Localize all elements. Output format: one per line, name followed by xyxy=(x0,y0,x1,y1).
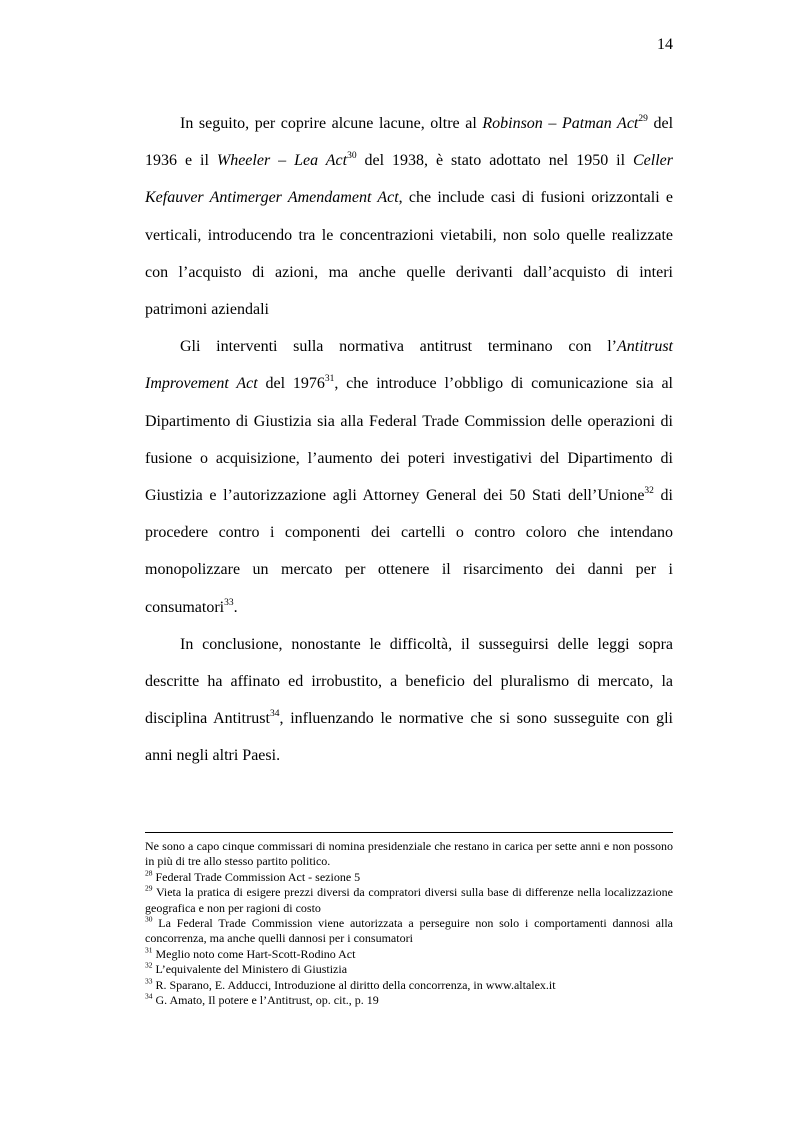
body-paragraph xyxy=(145,105,673,328)
text-run: . xyxy=(233,598,238,616)
footnote-number: 29 xyxy=(145,883,153,893)
text-run: del 1976 xyxy=(257,375,325,393)
footnote-text: G. Amato, Il potere e l’Antitrust, op. cit., p. 19 xyxy=(152,993,379,1008)
text-run: , che introduce l’obbligo di comunicazione sia al Dipartimento di Giustizia sia alla Federal Trade Commission delle operazioni di fusione o acquisizione, l’aumento dei poteri investigativi del Dipartimento di Giustizia e l’autorizzazione agli Attorney General dei 50 Stati dell’Unione xyxy=(145,375,673,505)
footnote xyxy=(145,885,673,916)
footnote-text: R. Sparano, E. Adducci, Introduzione al diritto della concorrenza, in www.altalex.it xyxy=(152,977,556,992)
footnote-separator xyxy=(145,832,673,833)
text-run: del 1936 e il xyxy=(145,115,674,170)
footnote xyxy=(145,916,673,947)
footnote-text: Meglio noto come Hart-Scott-Rodino Act xyxy=(152,946,356,961)
footnote-text: Federal Trade Commission Act - sezione 5 xyxy=(152,869,361,884)
footnote xyxy=(145,978,673,993)
footnote-number: 34 xyxy=(145,991,153,1001)
footnote-ref: 31 xyxy=(324,374,335,385)
text-run: In seguito, per coprire alcune lacune, oltre al xyxy=(180,115,483,132)
footnote-ref: 29 xyxy=(638,113,648,124)
footnote-text: Ne sono a capo cinque commissari di nomina presidenziale che restano in carica per sette anni e non possono in più di tre allo stesso partito politico. xyxy=(145,839,673,869)
footnote xyxy=(145,870,673,885)
footnote-number: 33 xyxy=(145,976,153,986)
footnote-number: 32 xyxy=(145,960,153,970)
footnote xyxy=(145,839,673,870)
body-paragraph xyxy=(145,626,673,775)
footnote-text: Vieta la pratica di esigere prezzi diversi da compratori diversi sulla base di differenze nella localizzazione geografica e non per ragioni di costo xyxy=(145,885,673,915)
footnote-ref: 33 xyxy=(224,597,234,608)
text-run: , che include casi di fusioni orizzontali e verticali, introducendo tra le concentrazioni vietabili, non solo quelle realizzate con l’acquisto di azioni, ma anche quelle derivanti dall’acquisto di interi patrimoni aziendali xyxy=(145,189,673,319)
text-run: , influenzando le normative che si sono susseguite con gli anni negli altri Paesi. xyxy=(145,710,673,765)
text-run: di procedere contro i componenti dei cartelli o contro coloro che intendano monopolizzare un mercato per ottenere il risarcimento dei danni per i consumatori xyxy=(145,487,673,616)
footnote-ref: 34 xyxy=(269,709,280,720)
italic-text: Wheeler – Lea Act xyxy=(216,152,348,170)
body-paragraph xyxy=(145,328,673,626)
footnote-number: 28 xyxy=(145,868,153,878)
body-text xyxy=(145,105,673,775)
footnote-text: La Federal Trade Commission viene autorizzata a perseguire non solo i comportamenti dannosi alla concorrenza, ma anche quelli dannosi per i consumatori xyxy=(145,916,673,946)
footnote-ref: 30 xyxy=(347,151,357,162)
italic-text: Robinson – Patman Act xyxy=(482,115,639,132)
italic-text: Antitrust Improvement Act xyxy=(145,338,673,393)
text-run: del 1938, è stato adottato nel 1950 il xyxy=(356,152,633,170)
italic-text: Celler Kefauver Antimerger Amendament Act xyxy=(145,152,673,207)
footnote xyxy=(145,947,673,962)
footnote xyxy=(145,993,673,1008)
footnote-number: 31 xyxy=(145,945,153,955)
footnote-text: L’equivalente del Ministero di Giustizia xyxy=(152,962,348,977)
footnotes xyxy=(145,839,673,1008)
footnote-number: 30 xyxy=(145,914,153,924)
footnote-ref: 32 xyxy=(644,485,654,496)
page-number: 14 xyxy=(657,36,673,53)
text-run: Gli interventi sulla normativa antitrust terminano con l’ xyxy=(180,338,617,356)
footnote xyxy=(145,962,673,977)
text-run: In conclusione, nonostante le difficoltà, il susseguirsi delle leggi sopra descritte ha affinato ed irrobustito, a beneficio del pluralismo di mercato, la disciplina Antitrust xyxy=(145,635,673,728)
